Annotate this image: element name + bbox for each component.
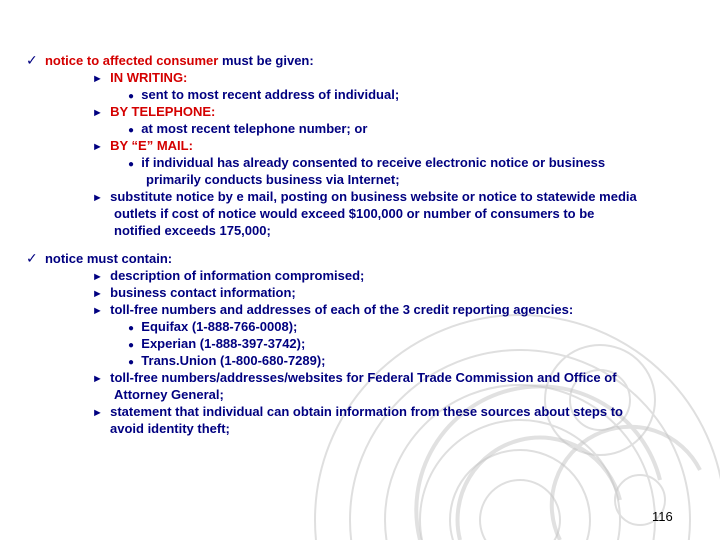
heading-text: must be given:	[218, 53, 314, 68]
list-subitem: ● at most recent telephone number; or	[128, 121, 368, 136]
heading-highlight: notice to affected consumer	[44, 53, 219, 68]
list-item-writing: ► IN WRITING:	[92, 70, 188, 85]
agency-item: ● Trans.Union (1-800-680-7289);	[128, 353, 326, 368]
triangle-bullet-icon: ►	[92, 271, 103, 283]
dot-bullet-icon: ●	[128, 125, 135, 136]
triangle-bullet-icon: ►	[92, 141, 103, 153]
agency-item: ● Experian (1-888-397-3742);	[128, 336, 306, 351]
section2-heading: ✓ notice must contain:	[26, 250, 173, 266]
list-item-continued: avoid identity theft;	[110, 421, 230, 436]
triangle-bullet-icon: ►	[92, 192, 103, 204]
list-item-email: ► BY “E” MAIL:	[92, 138, 193, 153]
section1-heading	[26, 52, 314, 69]
list-item: ► toll-free numbers and addresses of each of the 3 credit reporting agencies:	[92, 302, 574, 317]
list-item-telephone: ► BY TELEPHONE:	[92, 104, 216, 119]
list-item-ftc: ► toll-free numbers/addresses/websites for Federal Trade Commission and Office of	[92, 370, 617, 385]
checkmark-icon: ✓	[26, 250, 38, 266]
list-subitem: ● if individual has already consented to receive electronic notice or business	[128, 155, 606, 170]
triangle-bullet-icon: ►	[92, 107, 103, 119]
triangle-bullet-icon: ►	[92, 73, 103, 85]
triangle-bullet-icon: ►	[92, 407, 103, 419]
list-item-continued: Attorney General;	[114, 387, 224, 402]
dot-bullet-icon: ●	[128, 340, 135, 351]
list-item: ► business contact information;	[92, 285, 296, 300]
page-number: 116	[652, 509, 673, 524]
triangle-bullet-icon: ►	[92, 373, 103, 385]
list-item-continued: outlets if cost of notice would exceed $100,000 or number of consumers to be	[114, 206, 595, 221]
dot-bullet-icon: ●	[128, 159, 135, 170]
list-item-continued: notified exceeds 175,000;	[114, 223, 271, 238]
triangle-bullet-icon: ►	[92, 288, 103, 300]
list-subitem: ● sent to most recent address of individual;	[128, 87, 400, 102]
list-item: ► description of information compromised;	[92, 268, 365, 283]
dot-bullet-icon: ●	[128, 323, 135, 334]
agency-item: ● Equifax (1-888-766-0008);	[128, 319, 298, 334]
list-subitem-continued: primarily conducts business via Internet;	[146, 172, 400, 187]
dot-bullet-icon: ●	[128, 91, 135, 102]
triangle-bullet-icon: ►	[92, 305, 103, 317]
dot-bullet-icon: ●	[128, 357, 135, 368]
checkmark-icon: ✓	[26, 52, 38, 68]
list-item-substitute: ► substitute notice by e mail, posting on business website or notice to statewide media	[92, 189, 637, 204]
list-item-statement: ► statement that individual can obtain information from these sources about steps to	[92, 404, 623, 419]
